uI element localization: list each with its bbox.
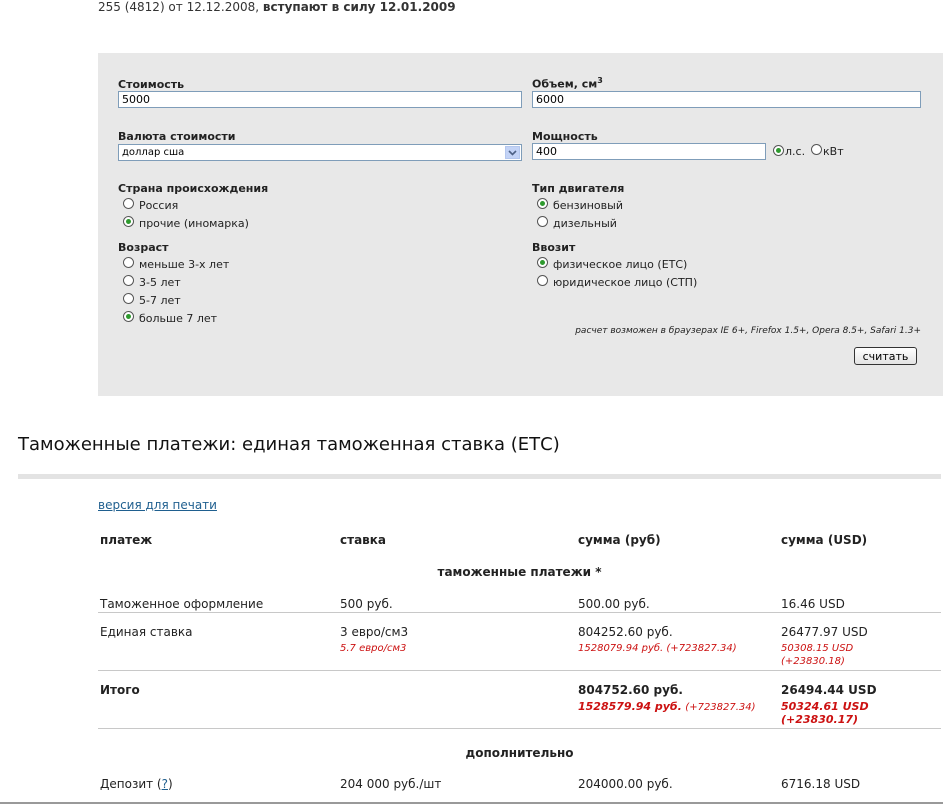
deposit-name-end: )	[168, 777, 173, 791]
power-unit-hp-label: л.с.	[785, 145, 806, 158]
header-sum-rub: сумма (руб)	[578, 533, 661, 547]
total-usd: 26494.44 USD	[781, 683, 877, 697]
age-over7-radio[interactable]	[123, 311, 134, 322]
age-5-7-label: 5-7 лет	[139, 294, 181, 307]
deposit-name	[100, 777, 173, 791]
cost-input[interactable]: 5000	[118, 91, 522, 108]
single-rate-usd: 26477.97 USD	[781, 625, 868, 639]
volume-input[interactable]: 6000	[532, 91, 921, 108]
clearance-name: Таможенное оформление	[100, 597, 264, 611]
total-usd-alt-diff: (+23830.17)	[781, 713, 859, 726]
single-rate-usd-alt: 50308.15 USD	[781, 643, 854, 654]
header-rate: ставка	[340, 533, 387, 547]
power-unit-hp-radio[interactable]	[773, 145, 784, 156]
deposit-name-text: Депозит (	[100, 777, 162, 791]
importer-individual-radio[interactable]	[537, 257, 548, 268]
engine-petrol-label: бензиновый	[553, 199, 623, 212]
country-label: Страна происхождения	[118, 182, 269, 195]
power-label: Мощность	[532, 130, 598, 143]
print-version-link[interactable]: версия для печати	[98, 498, 217, 512]
country-russia-label: Россия	[139, 199, 179, 212]
country-russia-radio[interactable]	[123, 198, 134, 209]
chevron-down-icon[interactable]	[505, 146, 520, 159]
total-rub-alt	[578, 700, 756, 713]
intro-prefix: 255 (4812) от 12.12.2008,	[98, 0, 263, 14]
header-payment: платеж	[100, 533, 153, 547]
engine-diesel-label: дизельный	[553, 217, 617, 230]
results-title: Таможенные платежи: единая таможенная ставка (ЕТС)	[18, 434, 560, 455]
importer-label: Ввозит	[532, 241, 576, 254]
customs-subheader: таможенные платежи *	[437, 565, 602, 579]
single-rate-rate-alt: 5.7 евро/см3	[340, 643, 407, 654]
age-under3-radio[interactable]	[123, 257, 134, 268]
country-other-label: прочие (иномарка)	[139, 217, 249, 230]
row-divider	[98, 728, 941, 729]
clearance-usd: 16.46 USD	[781, 597, 845, 611]
deposit-help-link[interactable]: ?	[161, 777, 168, 791]
importer-individual-label: физическое лицо (ЕТС)	[553, 258, 688, 271]
row-divider	[98, 670, 941, 671]
deposit-usd: 6716.18 USD	[781, 777, 861, 791]
power-input[interactable]: 400	[532, 143, 766, 160]
age-label: Возраст	[118, 241, 169, 254]
row-divider	[98, 612, 941, 613]
country-other-radio[interactable]	[123, 216, 134, 227]
power-unit-kw-radio[interactable]	[811, 144, 822, 155]
age-under3-label: меньше 3-х лет	[139, 258, 230, 271]
power-unit-kw-label: кВт	[823, 145, 844, 158]
single-rate-rate: 3 евро/см3	[340, 625, 409, 639]
clearance-rub: 500.00 руб.	[578, 597, 650, 611]
total-name: Итого	[100, 683, 140, 697]
currency-selected-value: доллар сша	[122, 147, 185, 158]
currency-label: Валюта стоимости	[118, 130, 236, 143]
intro-effective-date: вступают в силу 12.01.2009	[262, 0, 456, 14]
importer-legal-radio[interactable]	[537, 275, 548, 286]
additional-subheader: дополнительно	[465, 746, 574, 760]
intro-text	[98, 0, 456, 14]
clearance-rate: 500 руб.	[340, 597, 393, 611]
header-sum-usd: сумма (USD)	[781, 533, 868, 547]
age-3-5-radio[interactable]	[123, 275, 134, 286]
browser-note: расчет возможен в браузерах IE 6+, Firefox 1.5+, Opera 8.5+, Safari 1.3+	[575, 326, 921, 336]
total-usd-alt: 50324.61 USD	[781, 700, 869, 713]
engine-diesel-radio[interactable]	[537, 216, 548, 227]
deposit-rub: 204000.00 руб.	[578, 777, 673, 791]
calculate-button[interactable]: считать	[854, 347, 917, 365]
cost-label: Стоимость	[118, 78, 185, 91]
single-rate-name: Единая ставка	[100, 625, 193, 639]
age-5-7-radio[interactable]	[123, 293, 134, 304]
total-rub-alt-diff: (+723827.34)	[685, 702, 756, 713]
importer-legal-label: юридическое лицо (СТП)	[553, 276, 698, 289]
total-rub-alt-value: 1528579.94 руб.	[578, 700, 682, 713]
single-rate-rub-alt: 1528079.94 руб. (+723827.34)	[578, 643, 737, 654]
single-rate-rub: 804252.60 руб.	[578, 625, 673, 639]
section-divider	[18, 474, 941, 479]
total-rub: 804752.60 руб.	[578, 683, 683, 697]
engine-petrol-radio[interactable]	[537, 198, 548, 209]
single-rate-usd-alt-diff: (+23830.18)	[781, 656, 845, 667]
currency-select[interactable]	[118, 144, 522, 161]
volume-label-sup: 3	[597, 76, 603, 85]
deposit-rate: 204 000 руб./шт	[340, 777, 442, 791]
engine-label: Тип двигателя	[532, 182, 625, 195]
age-over7-label: больше 7 лет	[139, 312, 218, 325]
volume-label	[532, 76, 603, 91]
age-3-5-label: 3-5 лет	[139, 276, 181, 289]
volume-label-text: Объем, см	[532, 77, 598, 91]
